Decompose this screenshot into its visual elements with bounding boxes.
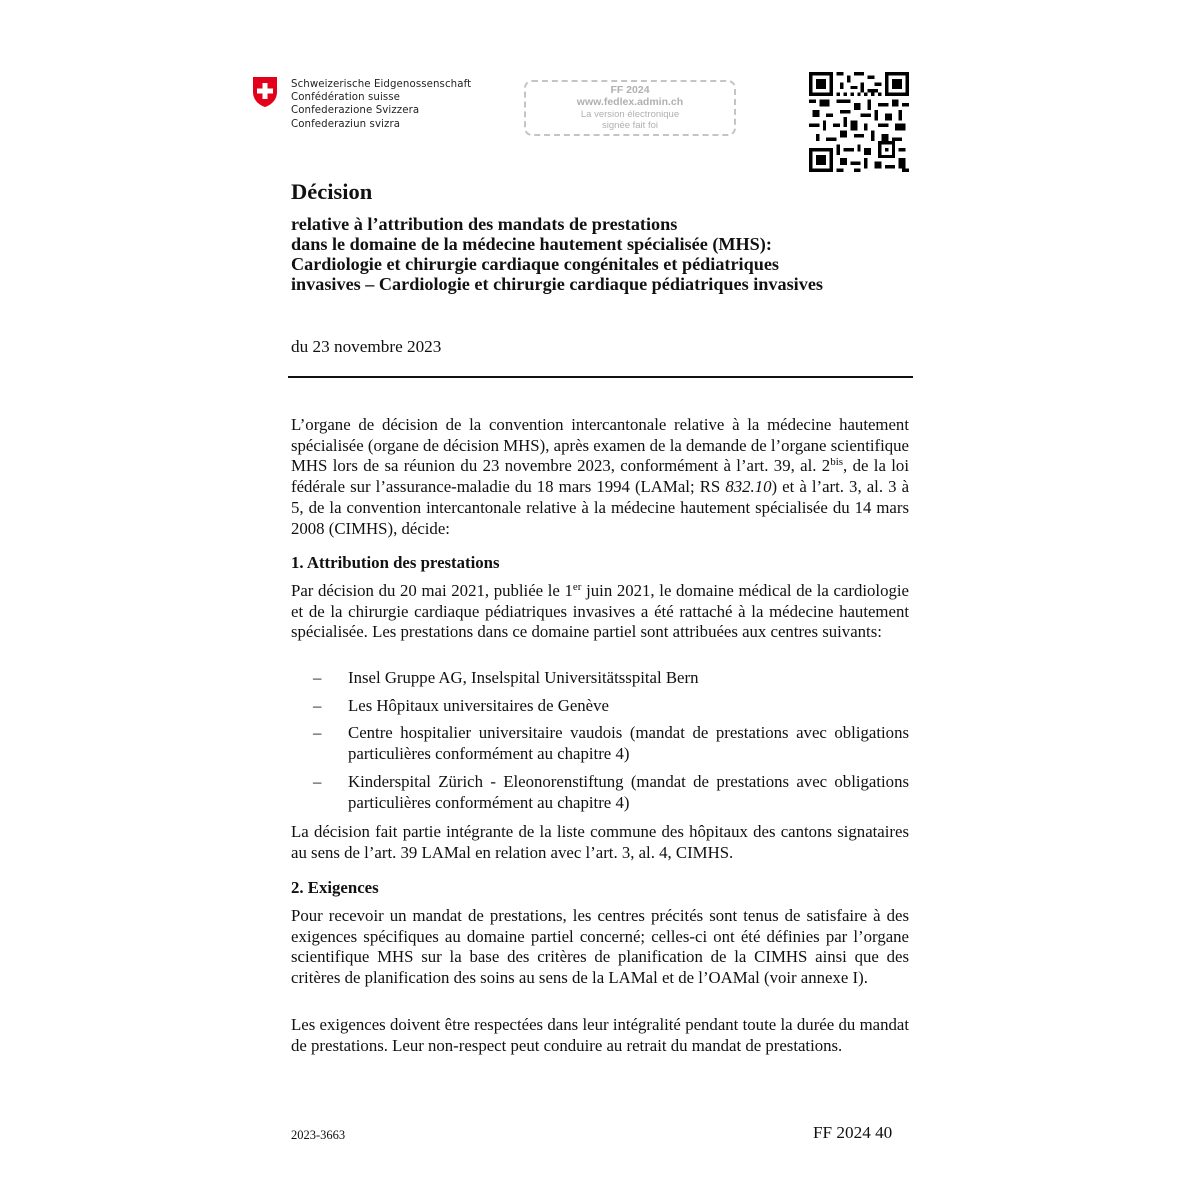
list-item-text: Les Hôpitaux universitaires de Genève <box>348 695 609 715</box>
page-number: FF 2024 40 <box>813 1123 893 1142</box>
stamp-line: FF 2024 <box>610 84 650 96</box>
centres-list <box>291 668 909 820</box>
stamp-url: www.fedlex.admin.ch <box>576 96 684 108</box>
section2-paragraph: Les exigences doivent être respectées dans leur intégralité pendant toute la durée du mandat de prestations. Leur non-respect peut conduire au retrait du mandat de prestations. <box>291 1015 909 1055</box>
subtitle-line: Cardiologie et chirurgie cardiaque congénitales et pédiatriques <box>291 254 779 274</box>
intro-text: , de la loi fédérale sur l’assurance-maladie du 18 mars 1994 (LAMal; RS <box>291 456 909 497</box>
list-item <box>291 696 909 717</box>
document-subtitle <box>291 214 823 294</box>
list-item <box>291 723 909 764</box>
list-item-text: Kinderspital Zürich - Eleonorenstiftung (mandat de prestations avec obligations particulières conformément au chapitre 4) <box>348 771 909 812</box>
section1-closing-paragraph: La décision fait partie intégrante de la liste commune des hôpitaux des cantons signataires au sens de l’art. 39 LAMal en relation avec l’art. 3, al. 4, CIMHS. <box>291 822 909 862</box>
list-dash: – <box>313 668 322 687</box>
document-title: Décision <box>291 179 373 204</box>
confederation-line: Confédération suisse <box>291 92 401 104</box>
confederation-line: Confederazione Svizzera <box>291 105 420 117</box>
qr-code-icon <box>809 72 909 172</box>
paragraph-text: juin 2021, le domaine médical de la cardiologie et de la chirurgie cardiaque pédiatriques invasives a été rattaché à la médecine hautement spécialisée. Les prestations dans ce domaine partiel sont attribuées aux centres suivants: <box>291 581 909 642</box>
intro-superscript: bis <box>830 456 844 469</box>
section1-paragraph <box>291 581 909 643</box>
subtitle-line: invasives – Cardiologie et chirurgie cardiaque pédiatriques invasives <box>291 274 823 294</box>
intro-text: L’organe de décision de la convention intercantonale relative à la médecine hautement spécialisée (organe de décision MHS), après examen de la demande de l’organe scientifique MHS lors de sa réunion du 23 novembre 2023, conformément à l’art. 39, al. 2 <box>291 415 909 476</box>
list-item <box>291 772 909 813</box>
list-dash: – <box>313 723 322 743</box>
confederation-wordmark <box>291 78 471 131</box>
stamp-line: La version électronique <box>580 109 680 120</box>
swiss-crest-icon <box>252 76 278 108</box>
list-item-text: Centre hospitalier universitaire vaudois (mandat de prestations avec obligations particulières conformément au chapitre 4) <box>348 723 909 764</box>
section-heading: 1. Attribution des prestations <box>291 553 500 572</box>
document-date: du 23 novembre 2023 <box>291 337 442 356</box>
section-heading: 2. Exigences <box>291 878 379 897</box>
section2-paragraph: Pour recevoir un mandat de prestations, les centres précités sont tenus de satisfaire à des exigences spécifiques au domaine partiel concerné; celles-ci ont été définies par l’organe scientifique MHS sur la base des critères de planification de la CIMHS ainsi que des critères de planification des soins au sens de la LAMal et de l’OAMal (voir annexe I). <box>291 906 909 988</box>
paragraph-text: Par décision du 20 mai 2021, publiée le 1 <box>291 581 573 600</box>
intro-paragraph <box>291 415 909 539</box>
subtitle-line: relative à l’attribution des mandats de prestations <box>291 214 678 234</box>
list-dash: – <box>313 695 322 715</box>
stamp-line: signée fait foi <box>602 120 658 131</box>
subtitle-line: dans le domaine de la médecine hautement spécialisée (MHS): <box>291 234 772 254</box>
document-reference: 2023-3663 <box>291 1128 346 1142</box>
list-dash: – <box>313 771 322 791</box>
intro-text: ) et à l’art. 3, al. 3 à 5, de la convention intercantonale relative à la médecine hautement spécialisée du 14 mars 2008 (CIMHS), décide: <box>291 477 910 538</box>
title-divider <box>288 376 913 378</box>
list-item-text: Insel Gruppe AG, Inselspital Universitätsspital Bern <box>348 668 699 687</box>
rs-number: 832.10 <box>725 477 772 497</box>
confederation-line: Confederaziun svizra <box>291 118 401 130</box>
confederation-line: Schweizerische Eidgenossenschaft <box>291 79 472 90</box>
paragraph-superscript: er <box>572 580 582 593</box>
list-item <box>291 668 909 689</box>
electronic-version-stamp <box>524 80 736 136</box>
